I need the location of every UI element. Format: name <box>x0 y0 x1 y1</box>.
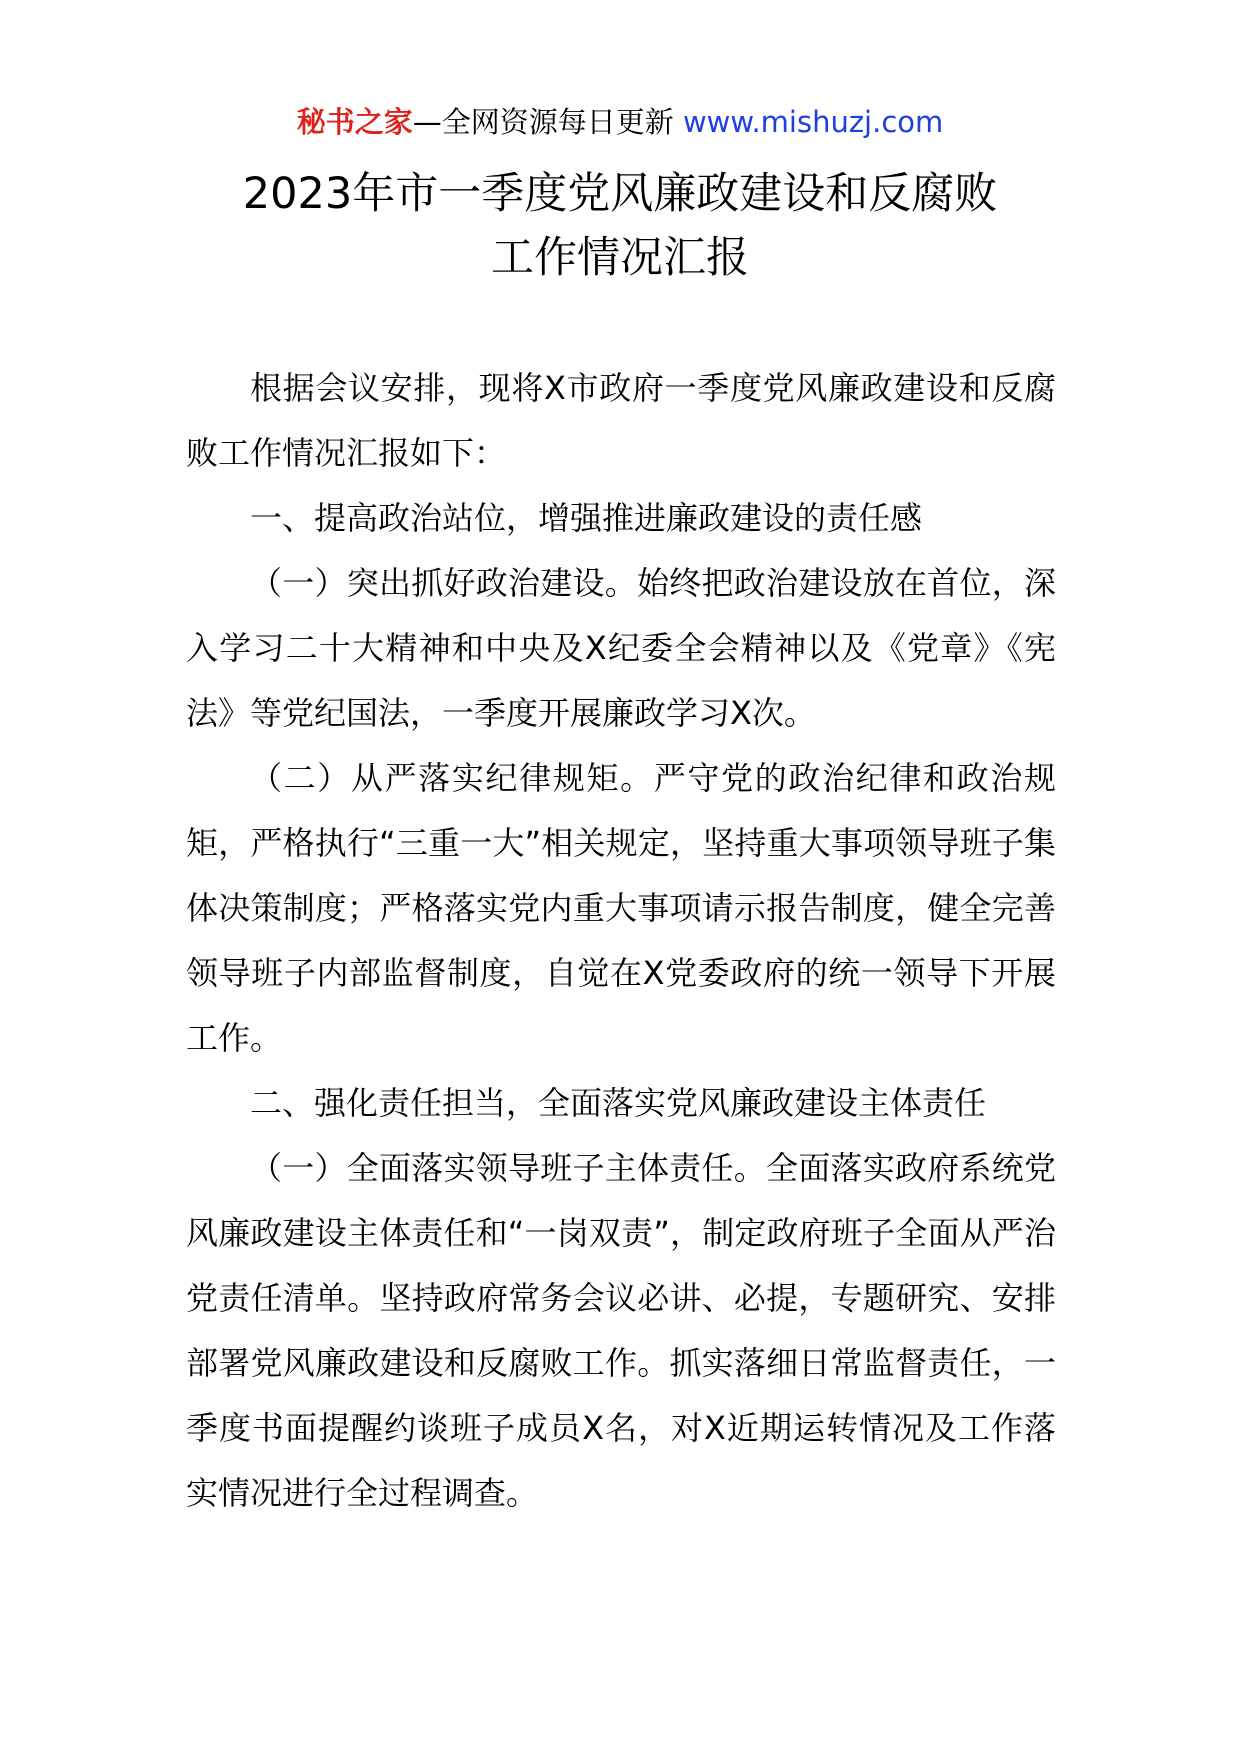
section-2-heading: 二、强化责任担当，全面落实党风廉政建设主体责任 <box>250 1084 987 1122</box>
section-1-heading: 一、提高政治站位，增强推进廉政建设的责任感 <box>250 499 923 537</box>
intro-paragraph: 根据会议安排，现将X市政府一季度党风廉政建设和反腐败工作情况汇报如下： <box>186 369 1056 472</box>
document-title <box>0 162 1240 290</box>
section-1-paragraph-2: （二）从严落实纪律规矩。严守党的政治纪律和政治规矩，严格执行“三重一大”相关规定，坚持重大事项领导班子集体决策制度；严格落实党内重大事项请示报告制度，健全完善领导班子内部监督制度，自觉在X党委政府的统一领导下开展工作。 <box>186 759 1056 1057</box>
site-header <box>0 100 1240 144</box>
title-line-2: 工作情况汇报 <box>491 233 749 283</box>
document-body <box>186 356 1056 1526</box>
brand-name: 秘书之家 <box>296 105 413 139</box>
section-2-paragraph-1: （一）全面落实领导班子主体责任。全面落实政府系统党风廉政建设主体责任和“一岗双责”，制定政府班子全面从严治党责任清单。坚持政府常务会议必讲、必提，专题研究、安排部署党风廉政建设和反腐败工作。抓实落细日常监督责任，一季度书面提醒约谈班子成员X名，对X近期运转情况及工作落实情况进行全过程调查。 <box>186 1149 1056 1512</box>
website-url[interactable]: www.mishuzj.com <box>682 105 944 139</box>
header-tagline: —全网资源每日更新 <box>412 105 674 139</box>
section-1-paragraph-1: （一）突出抓好政治建设。始终把政治建设放在首位，深入学习二十大精神和中央及X纪委全会精神以及《党章》《宪法》等党纪国法，一季度开展廉政学习X次。 <box>186 564 1056 732</box>
title-line-1: 2023年市一季度党风廉政建设和反腐败 <box>242 169 998 219</box>
